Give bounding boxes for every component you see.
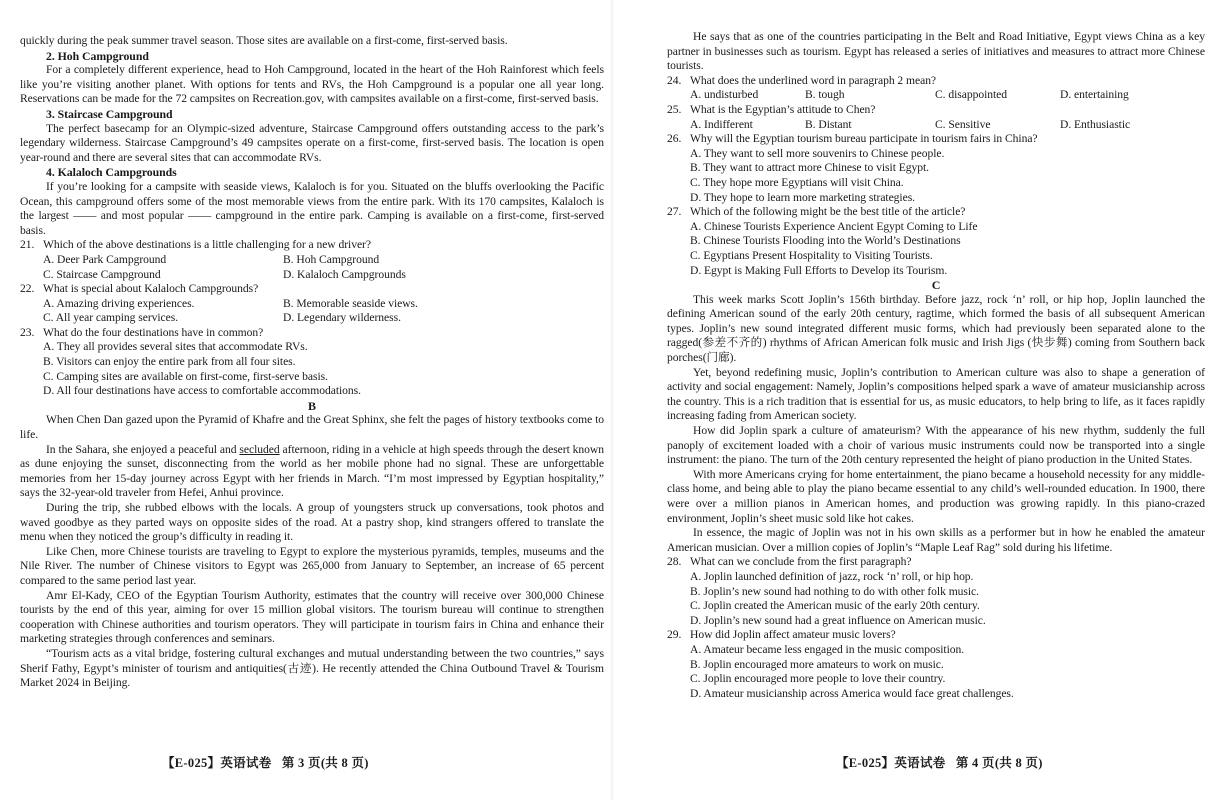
passage-c-paragraph-2: Yet, beyond redefining music, Joplin’s contribution to American culture was also to shape a generation of activity and social engagement: Namely, Joplin’s compositions helped spark a wave of amateur musicianship across the country. This is a rich tradition that is essential for us, as music educators, to help bring to life, as it faces rapidly increasing fading from American society. [667, 365, 1205, 423]
question-27 [667, 205, 1205, 278]
campground-heading-hoh: 2. Hoh Campground [46, 48, 149, 63]
page-3-column [20, 34, 604, 691]
question-number: 22. [20, 282, 35, 296]
passage-b-paragraph-1: When Chen Dan gazed upon the Pyramid of Khafre and the Great Sphinx, she felt the pages of history textbooks come to life. [20, 413, 604, 442]
paragraph-text: afternoon, riding in a vehicle at high speeds through the desert known as dune enjoying the sunset, disconnecting from the world as her mobile phone had no signal. These are unforgettable memories from her 15-day journey across Egypt with her friends in March. “I’m most impressed by Egyptian hospitality,” says the 32-year-old traveler from Hefei, Anhui province. [20, 442, 604, 500]
option-a: A. Deer Park Campground [43, 252, 167, 266]
option-b: B. Chinese Tourists Flooding into the World’s Destinations [690, 234, 961, 248]
option-d: D. All four destinations have access to comfortable accommodations. [43, 384, 361, 398]
question-number: 29. [667, 628, 682, 642]
page-4-column [667, 30, 1205, 701]
option-c: C. Joplin created the American music of the early 20th century. [690, 599, 980, 613]
page-footer: 【E-025】英语试卷 第 3 页(共 8 页) [162, 756, 369, 770]
option-a: A. undisturbed [690, 88, 759, 102]
option-a: A. They want to sell more souvenirs to Chinese people. [690, 146, 945, 160]
question-21 [20, 238, 604, 282]
option-b: B. Distant [805, 117, 852, 131]
campground-text-kalaloch: If you’re looking for a campsite with seaside views, Kalaloch is for you. Situated on the bluffs overlooking the Pacific Ocean, this campground offers some of the most memorable views from the entire park. With its 170 campsites, Kalaloch is the largest —— and most popular —— campground in the entire park. Camping is available on a first-come, first-served basis. [20, 179, 604, 237]
option-b: B. tough [805, 88, 845, 102]
option-d: D. Amateur musicianship across America would face great challenges. [690, 686, 1014, 700]
question-text: Which of the above destinations is a little challenging for a new driver? [43, 238, 371, 252]
question-text: What does the underlined word in paragraph 2 mean? [690, 73, 937, 87]
question-text: Which of the following might be the best title of the article? [690, 205, 966, 219]
option-d: D. They hope to learn more marketing strategies. [690, 190, 916, 204]
option-c: C. All year camping services. [43, 311, 179, 325]
question-text: Why will the Egyptian tourism bureau participate in tourism fairs in China? [690, 132, 1038, 146]
underlined-word: secluded [239, 442, 280, 456]
option-d: D. Enthusiastic [1060, 117, 1131, 131]
question-number: 24. [667, 73, 682, 87]
question-number: 27. [667, 205, 682, 219]
question-28 [667, 555, 1205, 628]
option-c: C. Staircase Campground [43, 267, 161, 281]
option-c: C. Sensitive [935, 117, 991, 131]
option-b: B. Memorable seaside views. [283, 296, 418, 310]
question-number: 28. [667, 555, 682, 569]
section-c-label: C [931, 278, 941, 293]
option-c: C. Camping sites are available on first-come, first-serve basis. [43, 369, 328, 383]
option-c: C. Joplin encouraged more people to love their country. [690, 672, 946, 686]
option-a: A. They all provides several sites that accommodate RVs. [43, 340, 308, 354]
passage-b-paragraph-4: Like Chen, more Chinese tourists are traveling to Egypt to explore the mysterious pyramids, temples, museums and the Nile River. The number of Chinese visitors to Egypt was 265,000 from January to September, an increase of 65 percent compared to the same period last year. [20, 544, 604, 587]
option-b: B. Visitors can enjoy the entire park from all four sites. [43, 355, 296, 369]
option-c: C. disappointed [935, 88, 1008, 102]
passage-c-paragraph-4: With more Americans crying for home entertainment, the piano became a household necessity for any middle-class home, and being able to play the piano became essential to any child’s well-rounded education. In 1900, there were over a million pianos in American homes, and production was growing rapidly. In this piano-crazed environment, Joplin’s sheet music sold like hot cakes. [667, 467, 1205, 525]
passage-c-paragraph-5: In essence, the magic of Joplin was not in his own skills as a performer but in how he enabled the amateur American musician. Over a million copies of Joplin’s “Maple Leaf Rag” sold during his lifetime. [667, 526, 1205, 554]
option-b: B. Hoh Campground [283, 252, 380, 266]
section-b-label: B [308, 398, 316, 413]
question-number: 25. [667, 102, 682, 116]
question-25 [667, 103, 1205, 132]
passage-c-paragraph-1: This week marks Scott Joplin’s 156th birthday. Before jazz, rock ‘n’ roll, or hip hop, Joplin launched the defining American sound of the early 20th century, ragtime, which formed the basis of all subsequent American types. Joplin’s new sound integrated different music forms, which had previously been separated alone to the ragged(参差不齐的) rhythms of African American folk music and Irish Jigs (快步舞) coming from Southern back porches(门廊). [667, 292, 1205, 365]
exam-page-3 [0, 0, 612, 800]
passage-a-intro-tail: quickly during the peak summer travel season. Those sites are available on a first-come, first-served basis. [20, 34, 508, 47]
question-number: 21. [20, 238, 35, 252]
passage-b-paragraph-7: He says that as one of the countries participating in the Belt and Road Initiative, Egypt views China as a key partner in businesses such as tourism. Egypt has released a series of initiatives and measures to attract more Chinese tourists. [667, 30, 1205, 73]
question-number: 26. [667, 132, 682, 146]
option-b: B. Joplin encouraged more amateurs to work on music. [690, 657, 944, 671]
page-footer: 【E-025】英语试卷 第 4 页(共 8 页) [836, 756, 1043, 770]
option-c: C. Egyptians Present Hospitality to Visiting Tourists. [690, 248, 933, 262]
option-d: D. Joplin’s new sound had a great influence on American music. [690, 613, 986, 627]
question-23 [20, 326, 604, 399]
campground-heading-kalaloch: 4. Kalaloch Campgrounds [46, 165, 177, 180]
paragraph-text: In the Sahara, she enjoyed a peaceful and [46, 442, 240, 456]
passage-c-paragraph-3: How did Joplin spark a culture of amateurism? With the appearance of his new rhythm, suddenly the full panoply of excitement loaded with a choir of various music instruments could now be transported into a single instrument: the piano. The turn of the 20th century represented the height of piano production in the United States. [667, 424, 1205, 467]
option-d: D. Legendary wilderness. [283, 311, 401, 325]
question-text: What is the Egyptian’s attitude to Chen? [690, 102, 876, 116]
option-d: D. entertaining [1060, 88, 1129, 102]
option-a: A. Indifferent [690, 117, 753, 131]
campground-text-hoh: For a completely different experience, head to Hoh Campground, located in the heart of the Hoh Rainforest which feels like you’re visiting another planet. With options for tents and RVs, the Hoh Campground is a popular one all year long. Reservations can be made for the 72 campsites on Recreation.gov, with campsites available on a first-come, first-served basis. [20, 63, 604, 106]
option-b: B. Joplin’s new sound had nothing to do with other folk music. [690, 584, 979, 598]
passage-b-paragraph-3: During the trip, she rubbed elbows with the locals. A group of youngsters struck up conversations, took photos and waved goodbye as they parted ways on opposite sides of the road. At a pastry shop, kind strangers offered to translate the menu when they noticed the group’s difficulty in reading it. [20, 501, 604, 544]
option-a: A. Amateur became less engaged in the music composition. [690, 642, 965, 656]
question-text: What do the four destinations have in common? [43, 325, 264, 339]
passage-b-paragraph-6: “Tourism acts as a vital bridge, fostering cultural exchanges and mutual understanding between the two countries,” says Sherif Fathy, Egypt’s minister of tourism and antiquities(古迹). He recently attended the China Outbound Travel & Tourism Market 2024 in Beijing. [20, 646, 604, 690]
campground-heading-staircase: 3. Staircase Campground [46, 106, 173, 121]
question-29 [667, 628, 1205, 701]
passage-b-paragraph-2 [20, 443, 604, 501]
option-d: D. Egypt is Making Full Efforts to Develop its Tourism. [690, 263, 948, 277]
option-d: D. Kalaloch Campgrounds [283, 267, 406, 281]
option-c: C. They hope more Egyptians will visit China. [690, 175, 904, 189]
option-a: A. Amazing driving experiences. [43, 296, 195, 310]
option-a: A. Joplin launched definition of jazz, rock ‘n’ roll, or hip hop. [690, 569, 974, 583]
question-22 [20, 282, 604, 326]
question-text: What can we conclude from the first paragraph? [690, 555, 912, 569]
option-b: B. They want to attract more Chinese to visit Egypt. [690, 161, 930, 175]
option-a: A. Chinese Tourists Experience Ancient Egypt Coming to Life [690, 219, 978, 233]
passage-b-paragraph-5: Amr El-Kady, CEO of the Egyptian Tourism Authority, estimates that the country will receive over 300,000 Chinese tourists by the end of this year, aiming for over 15 million global visitors. The tourism bureau will continue to strengthen cooperation with Chinese authorities and tourism operators. They will participate in tourism fairs in China and enhance their marketing strategies through conferences and seminars. [20, 588, 604, 646]
question-26 [667, 132, 1205, 205]
campground-text-staircase: The perfect basecamp for an Olympic-sized adventure, Staircase Campground offers outstanding access to the park’s legendary wilderness. Staircase Campground’s 49 campsites operate on a first-come, first-served basis. The location is open year-round and there are several sites that can accommodate RVs. [20, 121, 604, 164]
question-24 [667, 74, 1205, 103]
question-number: 23. [20, 325, 35, 339]
question-text: How did Joplin affect amateur music lovers? [690, 628, 896, 642]
exam-page-4 [612, 0, 1225, 800]
question-text: What is special about Kalaloch Campgrounds? [43, 282, 259, 296]
